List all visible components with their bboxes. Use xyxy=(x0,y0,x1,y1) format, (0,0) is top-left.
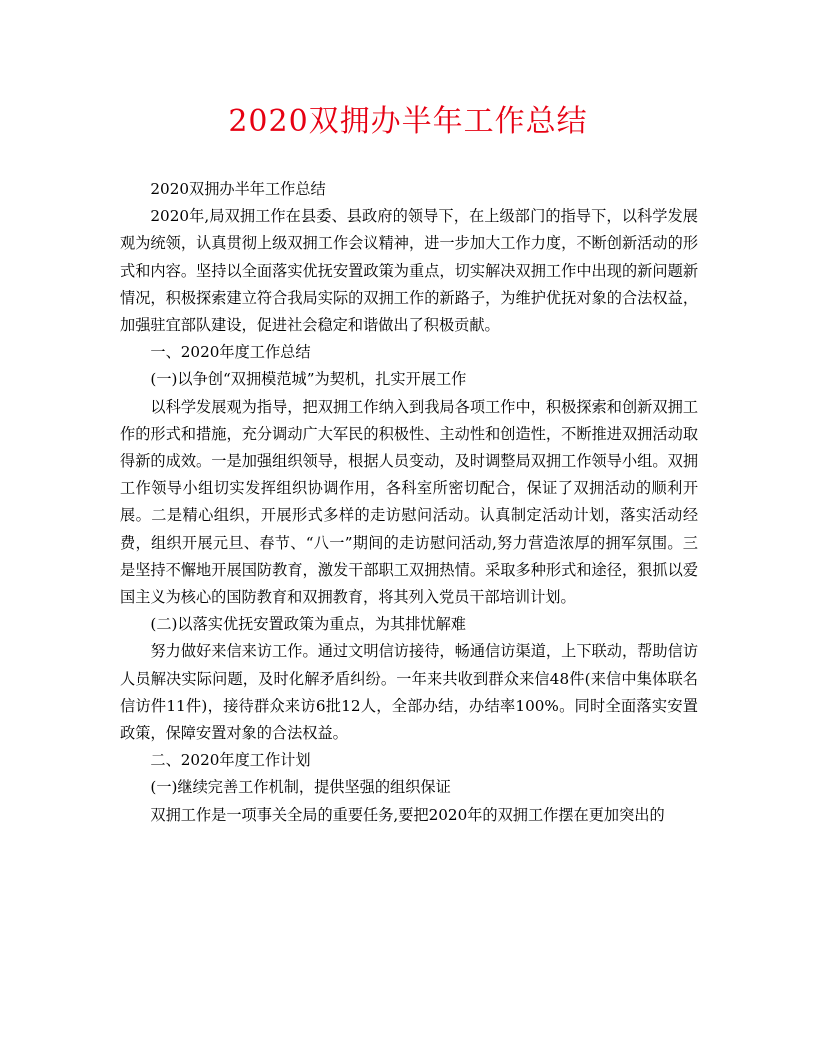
subtitle-paragraph: 2020双拥办半年工作总结 xyxy=(150,180,326,198)
body-paragraph-2: 努力做好来信来访工作。通过文明信访接待，畅通信访渠道，上下联动，帮助信访人员解决实际问题，及时化解矛盾纠纷。一年来共收到群众来信48件(来信中集体联名信访件11件)，接待群众来访6批12人，全部办结，办结率100%。同时全面落实安置政策，保障安置对象的合法权益。 xyxy=(120,642,698,743)
subsection-heading-1: (一)以争创“双拥模范城”为契机，扎实开展工作 xyxy=(150,370,467,389)
section-heading-summary: 一、2020年度工作总结 xyxy=(150,343,311,362)
subsection-heading-2: (二)以落实优抚安置政策为重点，为其排忧解难 xyxy=(150,615,466,634)
subsection-heading-3: (一)继续完善工作机制，提供坚强的组织保证 xyxy=(150,778,451,797)
body-paragraph-3: 双拥工作是一项事关全局的重要任务,要把2020年的双拥工作摆在更加突出的 xyxy=(150,805,665,824)
document-body xyxy=(120,176,698,829)
document-title: 2020双拥办半年工作总结 xyxy=(228,104,588,139)
body-paragraph-1: 以科学发展观为指导，把双拥工作纳入到我局各项工作中，积极探索和创新双拥工作的形式和措施，充分调动广大军民的积极性、主动性和创造性，不断推进双拥活动取得新的成效。一是加强组织领导，根据人员变动，及时调整局双拥工作领导小组。双拥工作领导小组切实发挥组织协调作用，各科室所密切配合，保证了双拥活动的顺利开展。二是精心组织，开展形式多样的走访慰问活动。认真制定活动计划，落实活动经费，组织开展元旦、春节、“八一”期间的走访慰问活动,努力营造浓厚的拥军氛围。三是坚持不懈地开展国防教育，激发干部职工双拥热情。采取多种形式和途径，狠抓以爱国主义为核心的国防教育和双拥教育，将其列入党员干部培训计划。 xyxy=(120,397,698,607)
section-heading-plan: 二、2020年度工作计划 xyxy=(150,751,311,770)
intro-paragraph: 2020年,局双拥工作在县委、县政府的领导下，在上级部门的指导下，以科学发展观为统领，认真贯彻上级双拥工作会议精神，进一步加大工作力度，不断创新活动的形式和内容。坚持以全面落实优抚安置政策为重点，切实解决双拥工作中出现的新问题新情况，积极探索建立符合我局实际的双拥工作的新路子，为维护优抚对象的合法权益，加强驻宜部队建设，促进社会稳定和谐做出了积极贡献。 xyxy=(120,207,698,335)
